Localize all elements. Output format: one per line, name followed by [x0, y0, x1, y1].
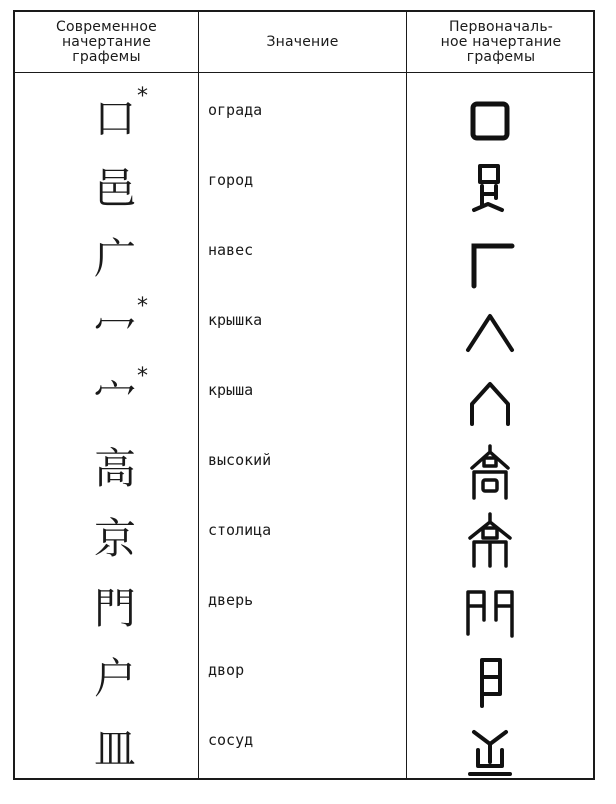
- table-row: [15, 84, 593, 154]
- meaning-text: двор: [208, 661, 245, 679]
- meaning-text: дверь: [208, 591, 254, 609]
- tall-tower-glyph-icon: [460, 434, 520, 504]
- modern-grapheme: 高: [93, 444, 136, 493]
- asterisk-mark: *: [137, 364, 148, 389]
- modern-grapheme: 宀: [93, 374, 136, 423]
- modern-grapheme: 京: [93, 514, 136, 563]
- meaning-text: крыша: [208, 381, 254, 399]
- meaning-text: навес: [208, 241, 254, 259]
- header-original-form: Первоначаль- ное начертание графемы: [440, 18, 562, 65]
- header-modern-form: Современное начертание графемы: [56, 18, 157, 65]
- modern-grapheme: 口: [93, 94, 136, 143]
- asterisk-mark: *: [137, 294, 148, 319]
- meaning-text: город: [208, 171, 254, 189]
- grapheme-table: [13, 10, 595, 780]
- table-row: [15, 294, 593, 364]
- modern-grapheme: 冖: [93, 304, 136, 353]
- table-row: [15, 434, 593, 504]
- table-row: [15, 644, 593, 714]
- city-glyph-icon: [460, 154, 520, 224]
- table-row: [15, 224, 593, 294]
- meaning-text: сосуд: [208, 731, 254, 749]
- roof-glyph-icon: [460, 364, 520, 434]
- table-row: [15, 714, 593, 784]
- meaning-text: крышка: [208, 311, 263, 329]
- meaning-text: столица: [208, 521, 272, 539]
- modern-grapheme: 户: [93, 654, 136, 703]
- modern-grapheme: 皿: [93, 724, 136, 773]
- meaning-text: высокий: [208, 451, 272, 469]
- vessel-glyph-icon: [460, 714, 520, 784]
- table-row: [15, 154, 593, 224]
- modern-grapheme: 邑: [93, 164, 136, 213]
- enclosure-square-glyph-icon: [460, 84, 520, 154]
- courtyard-glyph-icon: [460, 644, 520, 714]
- modern-grapheme: 广: [93, 234, 136, 283]
- canopy-glyph-icon: [460, 224, 520, 294]
- capital-glyph-icon: [460, 504, 520, 574]
- meaning-text: ограда: [208, 101, 263, 119]
- asterisk-mark: *: [137, 84, 148, 109]
- lid-glyph-icon: [460, 294, 520, 364]
- header-meaning: Значение: [266, 33, 339, 50]
- header-divider: [15, 72, 593, 73]
- modern-grapheme: 門: [93, 584, 136, 633]
- table-row: [15, 504, 593, 574]
- table-row: [15, 364, 593, 434]
- table-row: [15, 574, 593, 644]
- door-glyph-icon: [460, 574, 520, 644]
